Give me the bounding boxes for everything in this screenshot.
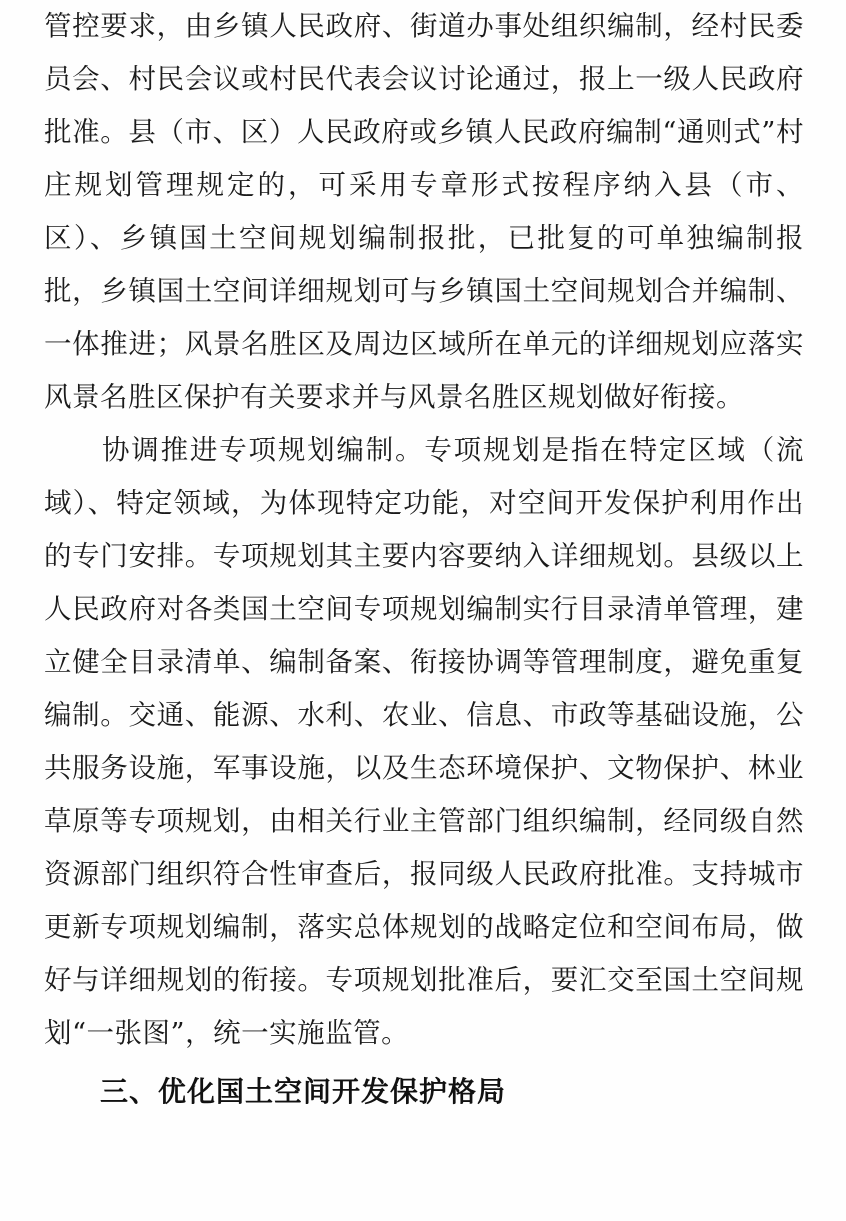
paragraph-continuation: 管控要求，由乡镇人民政府、街道办事处组织编制，经村民委员会、村民会议或村民代表会议讨论通过，报上一级人民政府批准。县（市、区）人民政府或乡镇人民政府编制“通则式”村庄规划管理规定的，可采用专章形式按程序纳入县（市、区）、乡镇国土空间规划编制报批，已批复的可单独编制报批，乡镇国土空间详细规划可与乡镇国土空间规划合并编制、一体推进；风景名胜区及周边区域所在单元的详细规划应落实风景名胜区保护有关要求并与风景名胜区规划做好衔接。 [44,10,804,413]
document-body [44,0,804,1118]
section-heading: 三、优化国土空间开发保护格局 [100,1075,507,1108]
paragraph-special-planning: 协调推进专项规划编制。专项规划是指在特定区域（流域）、特定领域，为体现特定功能，对空间开发保护利用作出的专门安排。专项规划其主要内容要纳入详细规划。县级以上人民政府对各类国土空间专项规划编制实行目录清单管理，建立健全目录清单、编制备案、衔接协调等管理制度，避免重复编制。交通、能源、水利、农业、信息、市政等基础设施，公共服务设施，军事设施，以及生态环境保护、文物保护、林业草原等专项规划，由相关行业主管部门组织编制，经同级自然资源部门组织符合性审查后，报同级人民政府批准。支持城市更新专项规划编制，落实总体规划的战略定位和空间布局，做好与详细规划的衔接。专项规划批准后，要汇交至国土空间规划“一张图”，统一实施监管。 [44,434,804,1049]
